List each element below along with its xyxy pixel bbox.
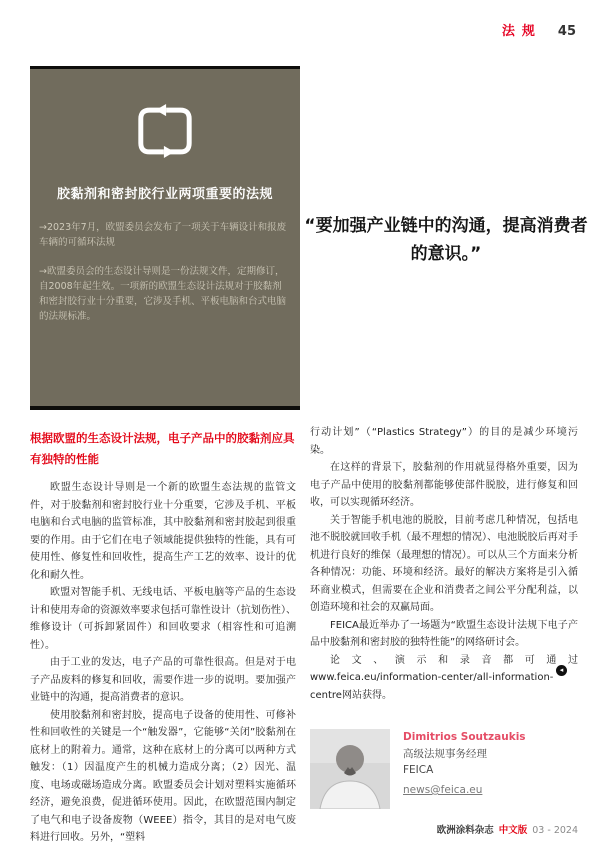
author-org: FEICA bbox=[403, 763, 434, 776]
pull-quote: “要加强产业链中的沟通，提高消费者的意识。” bbox=[304, 216, 588, 264]
paragraph: 欧盟对智能手机、无线电话、平板电脑等产品的生态设计和使用寿命的资源效率要求包括可靠性设计（抗划伤性）、维修设计（可拆卸紧固件）和回收要求（相容性和可追溯性）。 bbox=[30, 587, 296, 651]
author-name: Dimitrios Soutzaukis bbox=[403, 731, 526, 743]
info-box-bullet: →2023年7月，欧盟委员会发布了一项关于车辆设计和报废车辆的可循环法规 bbox=[39, 222, 287, 248]
footer-magazine: 欧洲涂料杂志 bbox=[436, 825, 494, 836]
page-number: 45 bbox=[557, 24, 576, 39]
author-card bbox=[310, 729, 526, 809]
paragraph: FEICA最近举办了一场题为“欧盟生态设计法规下电子产品中胶黏剂和密封胶的独特性能”的网络研讨会。 bbox=[310, 619, 578, 648]
paragraph: 论文、演示和录音都可通过www.feica.eu/information-center/all-information-centre网站获得。 bbox=[310, 654, 578, 701]
paragraph: 在这样的背景下，胶黏剂的作用就显得格外重要，因为电子产品中使用的胶黏剂都能够使部件脱胶，进行修复和回收，可以实现循环经济。 bbox=[310, 462, 578, 508]
page-footer bbox=[437, 822, 578, 836]
author-info bbox=[403, 729, 526, 799]
footer-issue: 03 - 2024 bbox=[532, 825, 578, 836]
page-header bbox=[502, 20, 576, 39]
author-email-link[interactable]: news@feica.eu bbox=[403, 784, 483, 796]
info-box bbox=[30, 66, 300, 410]
footer-edition: 中文版 bbox=[498, 825, 528, 836]
paragraph: 欧盟生态设计导则是一个新的欧盟生态法规的监管文件，对于胶黏剂和密封胶行业十分重要，它涉及手机、平板电脑和台式电脑的监管标准，其中胶黏剂和密封胶起到很重要的作用。由于它们在电子领域能提供独特的性能，具有可使用性、修复性和回收性，提高生产工艺的效率、设计的优化和耐久性。 bbox=[30, 482, 296, 581]
info-box-title: 胶黏剂和密封胶行业两项重要的法规 bbox=[56, 187, 273, 202]
article-heading: 根据欧盟的生态设计法规，电子产品中的胶黏剂应具有独特的性能 bbox=[30, 431, 295, 467]
author-title: 高级法规事务经理 bbox=[403, 748, 487, 760]
article-column-right bbox=[310, 424, 578, 704]
section-label: 法规 bbox=[501, 24, 542, 39]
article-column-left bbox=[30, 479, 296, 847]
info-box-bullet: →欧盟委员会的生态设计导则是一份法规文件，定期修订，自2008年起生效。一项新的欧盟生态设计法规对于胶黏剂和密封胶行业十分重要，它涉及手机、平板电脑和台式电脑的法规标准。 bbox=[39, 266, 287, 322]
recycle-icon bbox=[132, 103, 198, 163]
paragraph: 关于智能手机电池的脱胶，目前考虑几种情况，包括电池不脱胶就回收手机（最不理想的情况）、电池脱胶后再对手机进行良好的维保（最理想的情况）。可以从三个方面来分析各种情况：功能、环境和经济。最好的解决方案将是引入循环商业模式，但需要在企业和消费者之间公平分配利益，以创造环境和社会的双赢局面。 bbox=[310, 514, 578, 613]
author-photo bbox=[310, 729, 390, 809]
article-end-icon: ◂ bbox=[556, 665, 567, 676]
paragraph: 行动计划”（“Plastics Strategy”）的目的是减少环境污染。 bbox=[310, 427, 578, 456]
paragraph: 使用胶黏剂和密封胶，提高电子设备的使用性、可修补性和回收性的关键是一个“触发器”，它能够“关闭”胶黏剂在底材上的附着力。通常，这种在底材上的分离可以两种方式触发：（1）因温度产生的机械力造成分离；（2）因光、温度、电场或磁场造成分离。欧盟委员会计划对塑料实施循环经济，避免浪费，促进循环使用。因此，在欧盟范围内制定了电气和电子设备废物（WEEE）指令，其目的是对电气废料进行回收。另外，“塑料 bbox=[30, 709, 296, 843]
paragraph: 由于工业的发达，电子产品的可靠性很高。但是对于电子产品废料的修复和回收，需要作进一步的说明。要加强产业链中的沟通，提高消费者的意识。 bbox=[30, 657, 296, 703]
